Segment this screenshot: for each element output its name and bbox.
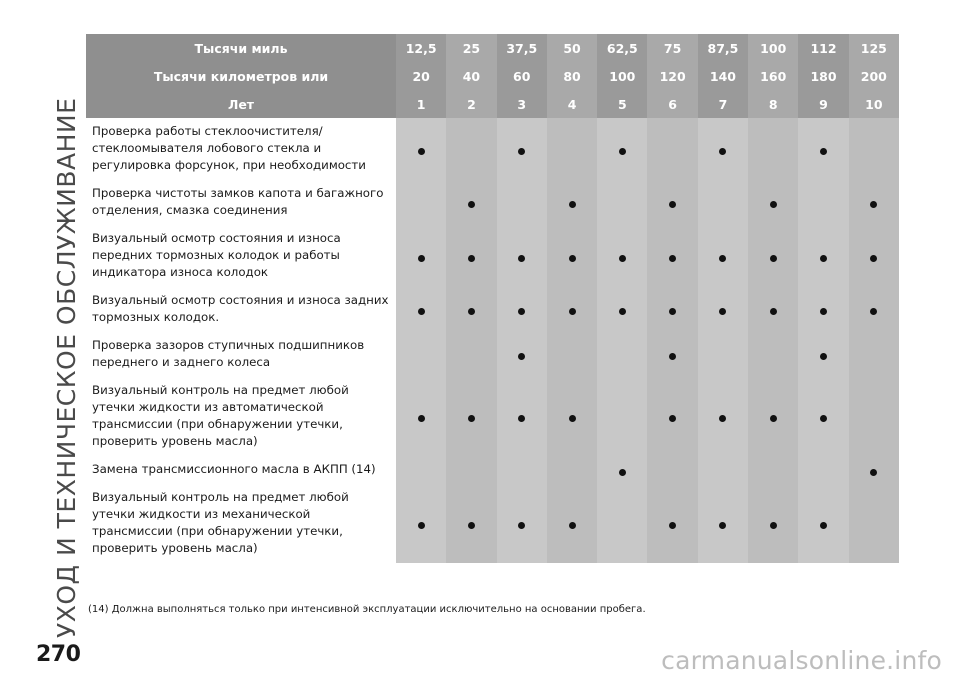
bullet-mark-icon — [468, 308, 475, 315]
bullet-mark-icon — [468, 522, 475, 529]
header-value: 40 — [446, 62, 496, 90]
schedule-cell — [849, 225, 899, 287]
bullet-mark-icon — [770, 201, 777, 208]
schedule-cell — [748, 484, 798, 563]
bullet-mark-icon — [820, 353, 827, 360]
header-value: 140 — [698, 62, 748, 90]
row-description: Визуальный контроль на предмет любой утечки жидкости из автоматической трансмиссии (при обнаружении утечки, проверить уровень масла) — [92, 383, 349, 448]
header-value: 25 — [446, 34, 496, 62]
bullet-mark-icon — [770, 308, 777, 315]
header-value: 112 — [798, 34, 848, 62]
bullet-mark-icon — [820, 308, 827, 315]
bullet-mark-icon — [870, 308, 877, 315]
bullet-mark-icon — [518, 148, 525, 155]
schedule-cell — [798, 456, 848, 484]
bullet-mark-icon — [518, 255, 525, 262]
bullet-mark-icon — [820, 415, 827, 422]
schedule-cell — [748, 180, 798, 225]
schedule-cell — [547, 225, 597, 287]
table-body — [86, 118, 899, 563]
schedule-cell — [547, 377, 597, 456]
schedule-cell — [597, 377, 647, 456]
header-value: 7 — [698, 90, 748, 118]
schedule-cell — [597, 484, 647, 563]
maintenance-schedule-table — [86, 34, 899, 563]
bullet-mark-icon — [619, 255, 626, 262]
schedule-cell — [798, 180, 848, 225]
header-value: 10 — [849, 90, 899, 118]
schedule-cell — [748, 332, 798, 377]
header-value: 87,5 — [698, 34, 748, 62]
table-header — [86, 34, 899, 118]
table-row — [86, 377, 899, 456]
schedule-cell — [798, 377, 848, 456]
header-value: 5 — [597, 90, 647, 118]
table-row — [86, 180, 899, 225]
schedule-cell — [748, 287, 798, 332]
header-value: 8 — [748, 90, 798, 118]
schedule-cell — [698, 484, 748, 563]
schedule-cell — [446, 287, 496, 332]
header-value: 4 — [547, 90, 597, 118]
schedule-cell — [698, 456, 748, 484]
schedule-cell — [446, 180, 496, 225]
bullet-mark-icon — [669, 353, 676, 360]
schedule-cell — [497, 118, 547, 180]
row-description: Проверка работы стеклоочистителя/ стеклоомывателя лобового стекла и регулировка форсунок, при необходимости — [92, 124, 366, 172]
schedule-cell — [647, 456, 697, 484]
schedule-cell — [698, 287, 748, 332]
header-row — [86, 90, 899, 118]
schedule-cell — [396, 180, 446, 225]
schedule-cell — [798, 287, 848, 332]
bullet-mark-icon — [468, 201, 475, 208]
schedule-cell — [446, 456, 496, 484]
header-value: 180 — [798, 62, 848, 90]
schedule-cell — [849, 484, 899, 563]
header-value: 12,5 — [396, 34, 446, 62]
schedule-cell — [849, 287, 899, 332]
bullet-mark-icon — [870, 255, 877, 262]
header-value: 120 — [647, 62, 697, 90]
schedule-cell — [497, 484, 547, 563]
schedule-cell — [748, 118, 798, 180]
bullet-mark-icon — [569, 522, 576, 529]
schedule-cell — [497, 225, 547, 287]
table-row — [86, 484, 899, 563]
schedule-cell — [698, 225, 748, 287]
header-value: 1 — [396, 90, 446, 118]
schedule-cell — [547, 484, 597, 563]
schedule-cell — [698, 118, 748, 180]
schedule-cell — [849, 118, 899, 180]
schedule-cell — [396, 456, 446, 484]
schedule-cell — [497, 180, 547, 225]
schedule-cell — [597, 225, 647, 287]
schedule-cell — [698, 180, 748, 225]
bullet-mark-icon — [770, 255, 777, 262]
schedule-cell — [647, 287, 697, 332]
bullet-mark-icon — [619, 148, 626, 155]
schedule-cell — [647, 180, 697, 225]
schedule-cell — [748, 456, 798, 484]
schedule-cell — [748, 225, 798, 287]
row-description: Проверка чистоты замков капота и багажного отделения, смазка соединения — [92, 186, 384, 217]
bullet-mark-icon — [518, 308, 525, 315]
header-value: 80 — [547, 62, 597, 90]
header-value: 200 — [849, 62, 899, 90]
bullet-mark-icon — [820, 148, 827, 155]
schedule-cell — [446, 484, 496, 563]
schedule-cell — [497, 287, 547, 332]
header-value: 3 — [497, 90, 547, 118]
schedule-cell — [396, 225, 446, 287]
table-row — [86, 456, 899, 484]
bullet-mark-icon — [719, 522, 726, 529]
row-description: Визуальный осмотр состояния и износа задних тормозных колодок. — [92, 293, 389, 324]
schedule-cell — [396, 332, 446, 377]
header-value: 2 — [446, 90, 496, 118]
schedule-cell — [547, 456, 597, 484]
schedule-cell — [698, 332, 748, 377]
table-row — [86, 118, 899, 180]
schedule-cell — [798, 225, 848, 287]
bullet-mark-icon — [770, 522, 777, 529]
bullet-mark-icon — [870, 469, 877, 476]
schedule-cell — [446, 118, 496, 180]
header-row — [86, 34, 899, 62]
table-row — [86, 287, 899, 332]
bullet-mark-icon — [719, 255, 726, 262]
bullet-mark-icon — [619, 469, 626, 476]
watermark: carmanualsonline.info — [661, 646, 942, 675]
schedule-cell — [798, 118, 848, 180]
bullet-mark-icon — [569, 255, 576, 262]
header-value: 9 — [798, 90, 848, 118]
row-description: Визуальный контроль на предмет любой утечки жидкости из механической трансмиссии (при обнаружении утечки, проверить уровень масла) — [92, 490, 349, 555]
schedule-cell — [547, 332, 597, 377]
schedule-cell — [396, 484, 446, 563]
bullet-mark-icon — [569, 415, 576, 422]
header-value: 62,5 — [597, 34, 647, 62]
header-value: 37,5 — [497, 34, 547, 62]
schedule-cell — [647, 377, 697, 456]
row-description: Проверка зазоров ступичных подшипников переднего и заднего колеса — [92, 338, 365, 369]
bullet-mark-icon — [569, 201, 576, 208]
bullet-mark-icon — [719, 148, 726, 155]
bullet-mark-icon — [669, 201, 676, 208]
schedule-cell — [798, 332, 848, 377]
bullet-mark-icon — [770, 415, 777, 422]
header-value: 160 — [748, 62, 798, 90]
schedule-cell — [497, 332, 547, 377]
row-description: Визуальный осмотр состояния и износа передних тормозных колодок и работы индикатора износа колодок — [92, 231, 341, 279]
header-value: 75 — [647, 34, 697, 62]
bullet-mark-icon — [418, 308, 425, 315]
header-value: 100 — [597, 62, 647, 90]
schedule-cell — [597, 180, 647, 225]
bullet-mark-icon — [468, 255, 475, 262]
schedule-cell — [849, 180, 899, 225]
schedule-cell — [597, 287, 647, 332]
schedule-cell — [647, 118, 697, 180]
schedule-cell — [446, 225, 496, 287]
bullet-mark-icon — [418, 148, 425, 155]
schedule-cell — [497, 456, 547, 484]
bullet-mark-icon — [719, 415, 726, 422]
bullet-mark-icon — [418, 415, 425, 422]
bullet-mark-icon — [518, 522, 525, 529]
bullet-mark-icon — [418, 522, 425, 529]
schedule-cell — [547, 287, 597, 332]
bullet-mark-icon — [569, 308, 576, 315]
bullet-mark-icon — [870, 201, 877, 208]
bullet-mark-icon — [619, 308, 626, 315]
header-value: 60 — [497, 62, 547, 90]
bullet-mark-icon — [820, 255, 827, 262]
section-side-title: УХОД И ТЕХНИЧЕСКОЕ ОБСЛУЖИВАНИЕ — [52, 97, 81, 638]
schedule-cell — [597, 332, 647, 377]
schedule-cell — [748, 377, 798, 456]
header-value: 125 — [849, 34, 899, 62]
schedule-cell — [647, 332, 697, 377]
table-row — [86, 332, 899, 377]
schedule-cell — [849, 456, 899, 484]
schedule-cell — [849, 377, 899, 456]
bullet-mark-icon — [820, 522, 827, 529]
bullet-mark-icon — [468, 415, 475, 422]
header-value: 50 — [547, 34, 597, 62]
bullet-mark-icon — [518, 353, 525, 360]
page-number: 270 — [36, 642, 81, 667]
schedule-cell — [698, 377, 748, 456]
bullet-mark-icon — [719, 308, 726, 315]
header-row — [86, 62, 899, 90]
schedule-cell — [647, 484, 697, 563]
schedule-cell — [396, 377, 446, 456]
table-row — [86, 225, 899, 287]
row-description: Замена трансмиссионного масла в АКПП (14) — [92, 462, 376, 476]
schedule-cell — [446, 377, 496, 456]
schedule-cell — [798, 484, 848, 563]
header-value: 100 — [748, 34, 798, 62]
header-value: 6 — [647, 90, 697, 118]
schedule-cell — [446, 332, 496, 377]
schedule-cell — [647, 225, 697, 287]
schedule-cell — [597, 118, 647, 180]
bullet-mark-icon — [669, 255, 676, 262]
header-label: Лет — [86, 90, 396, 118]
header-label: Тысячи миль — [86, 34, 396, 62]
schedule-cell — [547, 180, 597, 225]
bullet-mark-icon — [418, 255, 425, 262]
bullet-mark-icon — [669, 522, 676, 529]
bullet-mark-icon — [669, 308, 676, 315]
header-label: Тысячи километров или — [86, 62, 396, 90]
header-value: 20 — [396, 62, 446, 90]
schedule-cell — [396, 287, 446, 332]
schedule-cell — [547, 118, 597, 180]
bullet-mark-icon — [669, 415, 676, 422]
bullet-mark-icon — [518, 415, 525, 422]
footnote: (14) Должна выполняться только при интенсивной эксплуатации исключительно на основании пробега. — [88, 604, 646, 615]
schedule-cell — [597, 456, 647, 484]
schedule-cell — [497, 377, 547, 456]
schedule-cell — [849, 332, 899, 377]
schedule-cell — [396, 118, 446, 180]
